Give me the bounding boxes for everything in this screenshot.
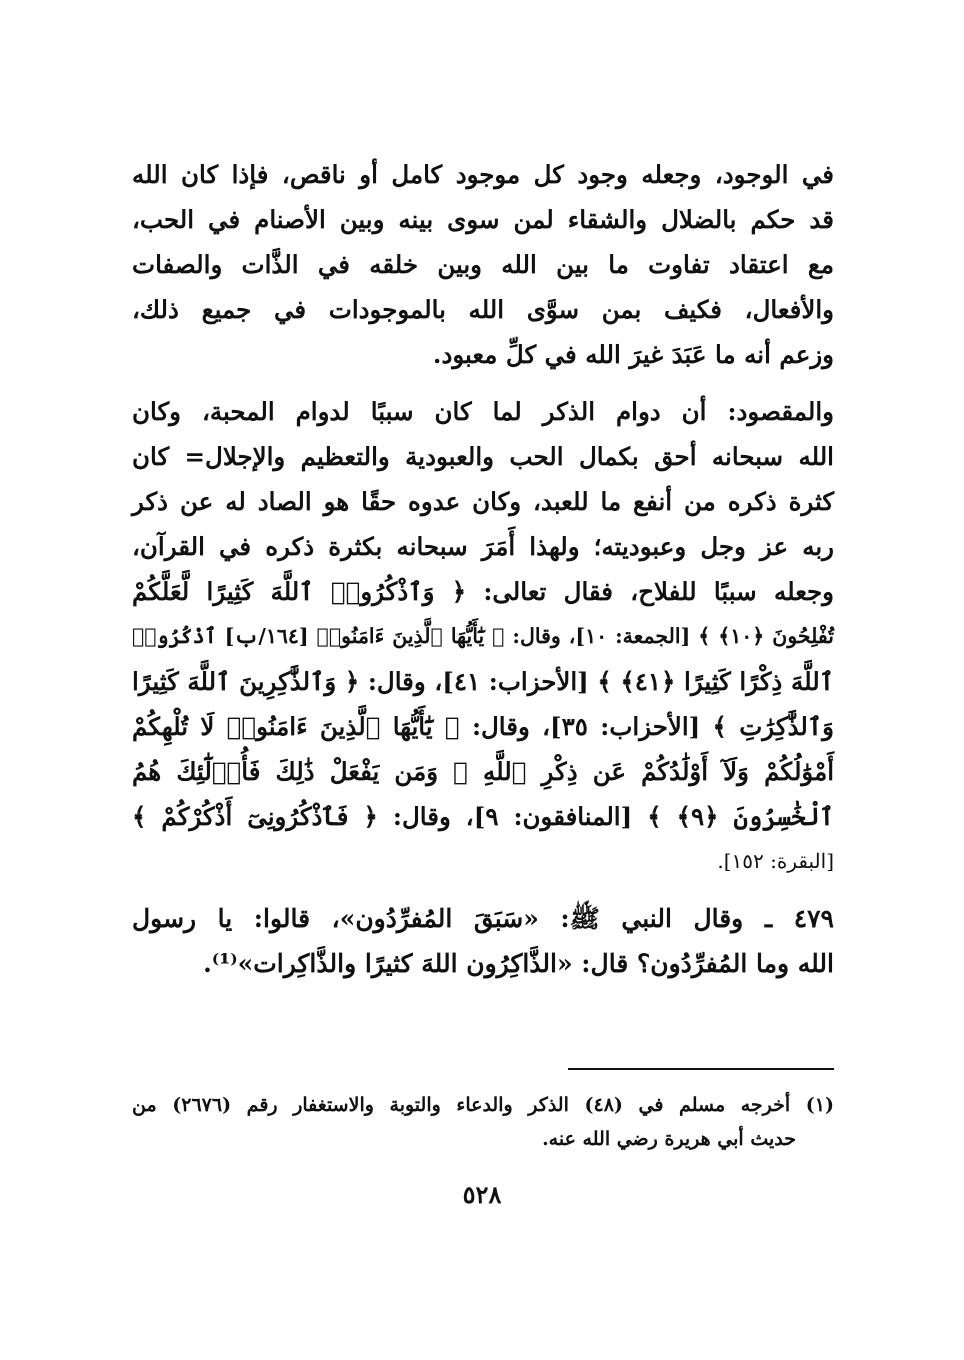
paragraph-spacer	[132, 884, 834, 896]
text-line: مع اعتقاد تفاوت ما بين الله وبين خلقه في الذَّات والصفات	[132, 250, 834, 279]
hadith-paragraph	[132, 896, 834, 986]
quran-line: وَٱلذَّٰكِرَٰتِ ﴾ [الأحزاب: ٣٥]، وقال: ﴿ يَٰٓأَيُّهَا ٱلَّذِينَ ءَامَنُوا۟ لَا تُلْهِكُمْ	[132, 712, 834, 741]
paragraph-spacer	[132, 377, 834, 389]
paragraph-2	[132, 389, 834, 884]
text-line: والأفعال، فكيف بمن سوَّى الله بالموجودات في جميع ذلك،	[132, 295, 834, 324]
quran-line: أَمْوَٰلُكُمْ وَلَآ أَوْلَٰدُكُمْ عَن ذِكْرِ ٱللَّهِ ۚ وَمَن يَفْعَلْ ذَٰلِكَ فَأُو۟لَٰٓئِكَ هُمُ	[132, 757, 834, 786]
quran-line: وجعله سببًا للفلاح، فقال تعالى: ﴿ وَٱذْكُرُوا۟ ٱللَّهَ كَثِيرًا لَّعَلَّكُمْ	[132, 577, 834, 606]
quran-reference: [البقرة: ١٥٢].	[717, 849, 834, 873]
footnote-separator	[568, 1068, 834, 1070]
quran-line: تُفْلِحُونَ ﴿١٠﴾ ﴾ [الجمعة: ١٠]، وقال: ﴿ يَٰٓأَيُّهَا ٱلَّذِينَ ءَامَنُوا۟ [١٦٤/ب] ٱذْكُرُوا۟	[132, 624, 835, 648]
text-line: الله سبحانه أحق بكمال الحب والعبودية والتعظيم والإجلال= كان	[132, 442, 834, 471]
hadith-line: ٤٧٩ ـ وقال النبي ﷺ: «سَبَقَ المُفرِّدُون»، قالوا: يا رسول	[132, 904, 834, 933]
text-line: كثرة ذكره من أنفع ما للعبد، وكان عدوه حقًا هو الصاد له عن ذكر	[132, 487, 834, 516]
text-line: وزعم أنه ما عَبَدَ غيرَ الله في كلِّ معبود.	[432, 340, 834, 369]
page-number: ٥٢٨	[462, 1180, 502, 1209]
footnote	[132, 1088, 834, 1156]
hadith-line: الله وما المُفرِّدُون؟ قال: «الذَّاكِرُون اللهَ كثيرًا والذَّاكِرات»⁽¹⁾.	[203, 949, 834, 978]
paragraph-1	[132, 152, 834, 377]
quran-line: ٱلْخَٰسِرُونَ ﴿٩﴾ ﴾ [المنافقون: ٩]، وقال: ﴿ فَٱذْكُرُونِىٓ أَذْكُرْكُمْ ﴾	[132, 802, 835, 831]
text-line: والمقصود: أن دوام الذكر لما كان سببًا لدوام المحبة، وكان	[132, 397, 834, 426]
footnote-line: (١) أخرجه مسلم في (٤٨) الذكر والدعاء والتوبة والاستغفار رقم (٢٦٧٦) من	[132, 1094, 835, 1116]
text-line: في الوجود، وجعله وجود كل موجود كامل أو ناقص، فإذا كان الله	[132, 160, 834, 189]
text-line: قد حكم بالضلال والشقاء لمن سوى بينه وبين الأصنام في الحب،	[132, 205, 834, 234]
footnote-line: حديث أبي هريرة رضي الله عنه.	[542, 1128, 796, 1150]
main-text	[132, 152, 834, 986]
text-line: ربه عز وجل وعبوديته؛ ولهذا أَمَرَ سبحانه بكثرة ذكره في القرآن،	[132, 532, 834, 561]
quran-line: ٱللَّهَ ذِكْرًا كَثِيرًا ﴿٤١﴾ ﴾ [الأحزاب: ٤١]، وقال: ﴿ وَٱلذَّٰكِرِينَ ٱللَّهَ كَثِيرًا	[132, 667, 835, 696]
